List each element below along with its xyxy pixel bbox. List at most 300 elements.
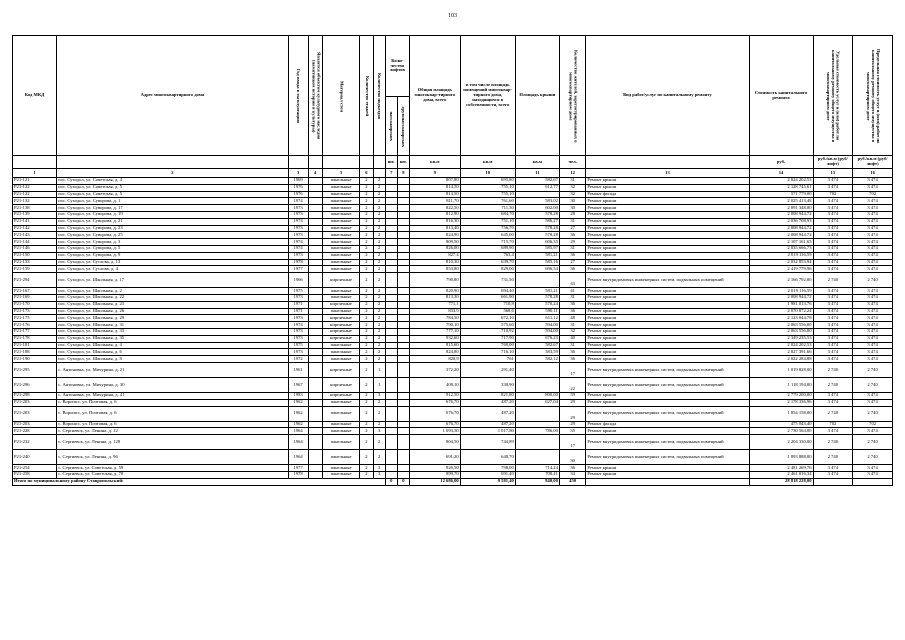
cell-area-living: 695,80 — [460, 178, 515, 185]
cell-year: 1964 — [288, 435, 308, 450]
cell-max-cost: 3 474 — [853, 232, 893, 239]
cell-year: 1971 — [288, 301, 308, 308]
cell-floors: 2 — [360, 288, 373, 295]
cell-address: пос. Суходол, ул. Советская, д. 4 — [57, 178, 289, 185]
table-row — [13, 239, 893, 246]
cell-lifts-cargo — [397, 198, 409, 205]
cell-entrances: 2 — [373, 335, 385, 342]
cell-address: с. Сергиевск, ул. Советская, д. 70 — [57, 471, 289, 478]
cell-cost: 1 981 013,76 — [749, 301, 813, 308]
cell-code: Р21-240 — [13, 450, 57, 465]
cell-area-roof: 708,41 — [515, 471, 559, 478]
unit-max-cost: руб./кв.м (руб/лифт) — [853, 156, 893, 169]
cell-cost: 475 043,40 — [749, 421, 813, 428]
cell-max-cost: 3 474 — [853, 245, 893, 252]
table-row — [13, 184, 893, 191]
cell-wall-material: панельные — [322, 225, 359, 232]
cell-work-type: Ремонт внутридомовых инженерных систем, подвальных помещений — [586, 406, 749, 421]
cell-area-total: 676,70 — [409, 406, 460, 421]
total-label: Итого по муниципальному району Ставропольский: — [13, 478, 386, 485]
cell-area-total: 853,80 — [409, 266, 460, 273]
column-number: 6 — [360, 169, 373, 178]
cell-cost: 571 779,00 — [749, 191, 813, 198]
cell-work-type: Ремонт крыши — [586, 356, 749, 363]
cell-area-total: 826,00 — [409, 245, 460, 252]
cell-residents: 30 — [559, 205, 585, 212]
cell-area-living: 291,40 — [460, 362, 515, 377]
cell-address: пос. Суходол, ул. Суворова, д. 9 — [57, 252, 289, 259]
cell-lifts-passenger — [385, 273, 397, 288]
cell-max-cost: 3 474 — [853, 399, 893, 406]
cell-wall-material: панельные — [322, 349, 359, 356]
cell-unit-cost: 3 474 — [813, 239, 853, 246]
cell-heritage — [308, 198, 322, 205]
column-number: 16 — [853, 169, 893, 178]
cell-cost: 2 035 666,73 — [749, 245, 813, 252]
cell-lifts-cargo — [397, 273, 409, 288]
cell-lifts-cargo — [397, 225, 409, 232]
cell-heritage — [308, 259, 322, 266]
cell-heritage — [308, 184, 322, 191]
cell-lifts-passenger — [385, 392, 397, 399]
cell-entrances: 2 — [373, 184, 385, 191]
header-lifts-passenger: пассажирских — [389, 111, 395, 141]
cell-heritage — [308, 288, 322, 295]
column-number: 9 — [409, 169, 460, 178]
cell-code: Р21-138 — [13, 205, 57, 212]
cell-area-living: 755,10 — [460, 184, 515, 191]
page-number: 103 — [448, 13, 457, 19]
cell-max-cost: 3 474 — [853, 225, 893, 232]
column-number: 4 — [308, 169, 322, 178]
cell-area-living: 710,92 — [460, 328, 515, 335]
cell-residents: 32 — [559, 184, 585, 191]
cell-wall-material: панельные — [322, 406, 359, 421]
cell-area-roof: 581,21 — [515, 252, 559, 259]
header-wall-material: Материал стен — [339, 79, 345, 112]
cell-area-total: 912,50 — [409, 392, 460, 399]
cell-unit-cost: 3 474 — [813, 211, 853, 218]
cell-address: пос. Суходол, ул. Школьная, д. 33 — [57, 328, 289, 335]
cell-lifts-cargo — [397, 288, 409, 295]
cell-code: Р21-150 — [13, 252, 57, 259]
cell-code: Р21-167 — [13, 288, 57, 295]
cell-unit-cost: 3 474 — [813, 399, 853, 406]
cell-floors: 2 — [360, 377, 373, 392]
table-header — [13, 36, 893, 178]
cell-lifts-passenger — [385, 322, 397, 329]
cell-max-cost: 3 474 — [853, 211, 893, 218]
cell-area-living: 691,40 — [460, 471, 515, 478]
cell-heritage — [308, 218, 322, 225]
cell-year: 1973 — [288, 328, 308, 335]
cell-lifts-cargo — [397, 315, 409, 322]
cell-code: Р21-132 — [13, 198, 57, 205]
cell-year: 1983 — [288, 392, 308, 399]
cell-work-type: Ремонт крыши — [586, 471, 749, 478]
cell-area-roof: 581,21 — [515, 288, 559, 295]
cell-wall-material: панельные — [322, 191, 359, 198]
cell-wall-material: панельные — [322, 465, 359, 472]
cell-residents: 35 — [559, 428, 585, 435]
cell-heritage — [308, 225, 322, 232]
cell-floors: 2 — [360, 245, 373, 252]
cell-unit-cost: 2 740 — [813, 362, 853, 377]
cell-address: пос. Суходол, ул. Суворова, д. 17 — [57, 205, 289, 212]
header-lifts: Коли-чество лифтов — [385, 36, 409, 97]
cell-unit-cost: 3 474 — [813, 288, 853, 295]
cell-lifts-cargo — [397, 266, 409, 273]
table-row — [13, 349, 893, 356]
cell-heritage — [308, 252, 322, 259]
column-number: 14 — [749, 169, 813, 178]
cell-area-total: 790,10 — [409, 322, 460, 329]
cell-floors: 2 — [360, 322, 373, 329]
header-area-living: в том числе площадь помещений многоквар-тирного дома, находящихся в собственности, всего — [460, 36, 515, 156]
cell-residents: 36 — [559, 266, 585, 273]
cell-area-living: 487,20 — [460, 421, 515, 428]
cell-cost: 2 481 269,76 — [749, 465, 813, 472]
cell-max-cost: 2 740 — [853, 435, 893, 450]
cell-lifts-passenger — [385, 232, 397, 239]
cell-lifts-passenger — [385, 471, 397, 478]
cell-wall-material: панельные — [322, 308, 359, 315]
cell-residents: 30 — [559, 198, 585, 205]
cell-unit-cost: 2 740 — [813, 435, 853, 450]
unit-lifts-passenger: шт. — [385, 156, 397, 169]
cell-cost: 2 019 116,59 — [749, 252, 813, 259]
cell-work-type: Ремонт крыши — [586, 218, 749, 225]
cell-year: 1964 — [288, 450, 308, 465]
cell-max-cost: 702 — [853, 191, 893, 198]
cell-lifts-passenger — [385, 362, 397, 377]
cell-unit-cost: 2 740 — [813, 377, 853, 392]
cell-area-roof — [515, 435, 559, 450]
cell-max-cost: 3 474 — [853, 308, 893, 315]
cell-cost: 1 854 158,00 — [749, 406, 813, 421]
table-row — [13, 328, 893, 335]
cell-address: пос. Суходол, ул. Школьная, д. 35 — [57, 335, 289, 342]
cell-heritage — [308, 211, 322, 218]
table-row — [13, 288, 893, 295]
cell-unit-cost: 3 474 — [813, 178, 853, 185]
cell-work-type: Ремонт крыши — [586, 232, 749, 239]
cell-heritage — [308, 205, 322, 212]
cell-address: пос. Суходол, ул. Суворова, д. 19 — [57, 211, 289, 218]
cell-max-cost: 3 474 — [853, 294, 893, 301]
cell-residents: 36 — [559, 252, 585, 259]
cell-lifts-cargo — [397, 465, 409, 472]
cell-max-cost: 3 474 — [853, 328, 893, 335]
cell-address: пос. Суходол, ул. Школьная, д. 23 — [57, 301, 289, 308]
cell-work-type: Ремонт внутридомовых инженерных систем, подвальных помещений — [586, 273, 749, 288]
cell-lifts-passenger — [385, 259, 397, 266]
cell-area-living: 756,70 — [460, 225, 515, 232]
cell-max-cost: 3 474 — [853, 335, 893, 342]
cell-area-roof: 594,00 — [515, 328, 559, 335]
cell-entrances: 2 — [373, 342, 385, 349]
cell-heritage — [308, 421, 322, 428]
cell-cost: 2 204 330,00 — [749, 435, 813, 450]
cell-max-cost: 3 474 — [853, 239, 893, 246]
cell-lifts-cargo — [397, 356, 409, 363]
cell-max-cost: 3 474 — [853, 259, 893, 266]
table-row — [13, 421, 893, 428]
cell-area-roof: 606,35 — [515, 239, 559, 246]
unit-area-living: кв.м — [460, 156, 515, 169]
cell-area-total: 408,10 — [409, 377, 460, 392]
cell-unit-cost: 3 474 — [813, 218, 853, 225]
cell-wall-material: панельные — [322, 259, 359, 266]
cell-area-total: 790,80 — [409, 273, 460, 288]
cell-year: 1962 — [288, 406, 308, 421]
cell-address: с. Антоновка, ул. Мичурина, д. 30 — [57, 377, 289, 392]
cell-address: пос. Суходол, ул. Школьная, д. 17 — [57, 273, 289, 288]
cell-address: с. Сергиевск, ул. Ленина, д. 128 — [57, 435, 289, 450]
table-row — [13, 273, 893, 288]
cell-wall-material: кирпичные — [322, 328, 359, 335]
cell-area-total: 810,30 — [409, 259, 460, 266]
cell-unit-cost: 3 474 — [813, 205, 853, 212]
cell-floors: 2 — [360, 301, 373, 308]
cell-code: Р21-296 — [13, 377, 57, 392]
cell-residents: 43 — [559, 273, 585, 288]
cell-lifts-passenger — [385, 308, 397, 315]
column-number: 2 — [57, 169, 289, 178]
cell-work-type: Ремонт крыши — [586, 399, 749, 406]
cell-year: 1973 — [288, 205, 308, 212]
cell-work-type: Ремонт крыши — [586, 335, 749, 342]
column-number: 10 — [460, 169, 515, 178]
cell-lifts-cargo — [397, 211, 409, 218]
cell-floors: 2 — [360, 342, 373, 349]
column-number: 15 — [813, 169, 853, 178]
cell-year: 1975 — [288, 342, 308, 349]
cell-max-cost: 3 474 — [853, 198, 893, 205]
cell-residents: 31 — [559, 322, 585, 329]
cell-wall-material: кирпичные — [322, 322, 359, 329]
cell-code: Р21-143 — [13, 232, 57, 239]
cell-cost: 2 091 348,00 — [749, 205, 813, 212]
table-row — [13, 377, 893, 392]
cell-residents: 27 — [559, 259, 585, 266]
cell-lifts-passenger — [385, 435, 397, 450]
cell-area-roof: 602,00 — [515, 205, 559, 212]
table-row — [13, 428, 893, 435]
cell-area-roof: 611,12 — [515, 315, 559, 322]
cell-area-living: 744,89 — [460, 435, 515, 450]
header-floors: Количество этажей — [364, 75, 370, 116]
cell-wall-material: панельные — [322, 205, 359, 212]
cell-lifts-passenger — [385, 294, 397, 301]
cell-entrances: 2 — [373, 218, 385, 225]
cell-entrances: 2 — [373, 315, 385, 322]
table-row — [13, 356, 893, 363]
cell-residents: 59 — [559, 392, 585, 399]
cell-work-type: Ремонт крыши — [586, 198, 749, 205]
cell-unit-cost: 2 740 — [813, 273, 853, 288]
cell-entrances: 2 — [373, 421, 385, 428]
cell-area-total: 820,9 — [409, 356, 460, 363]
total-cost: 28 818 228,00 — [749, 478, 813, 485]
cell-wall-material: панельные — [322, 218, 359, 225]
cell-lifts-cargo — [397, 191, 409, 198]
cell-cost: 2 063 556,00 — [749, 322, 813, 329]
column-number: 8 — [397, 169, 409, 178]
cell-floors: 2 — [360, 252, 373, 259]
cell-area-roof: 583,02 — [515, 198, 559, 205]
cell-year: 1974 — [288, 218, 308, 225]
table-row — [13, 191, 893, 198]
cell-wall-material: панельные — [322, 450, 359, 465]
cell-cost: 2 419 779,96 — [749, 266, 813, 273]
cell-heritage — [308, 191, 322, 198]
cell-area-living: 716,10 — [460, 349, 515, 356]
cell-floors: 2 — [360, 362, 373, 377]
cell-floors: 2 — [360, 349, 373, 356]
unit-residents: чел. — [559, 156, 585, 169]
cell-work-type: Ремонт крыши — [586, 225, 749, 232]
cell-area-living: 689,90 — [460, 245, 515, 252]
cell-area-living: 761 — [460, 356, 515, 363]
table-row — [13, 211, 893, 218]
total-area: 12 686,00 — [409, 478, 460, 485]
cell-area-living: 639,70 — [460, 259, 515, 266]
cell-floors: 2 — [360, 465, 373, 472]
cell-work-type: Ремонт крыши — [586, 342, 749, 349]
table-row — [13, 471, 893, 478]
column-number: 5 — [322, 169, 359, 178]
cell-area-total: 771,1 — [409, 301, 460, 308]
cell-wall-material: кирпичные — [322, 315, 359, 322]
cell-area-total: 824,80 — [409, 349, 460, 356]
cell-year: 1973 — [288, 232, 308, 239]
cell-area-living: 694,40 — [460, 288, 515, 295]
cell-area-total: 813,30 — [409, 294, 460, 301]
cell-address: пос. Суходол, ул. Суворова, д. 1 — [57, 198, 289, 205]
cell-address: пос. Суходол, ул. Школьная, д. 6 — [57, 349, 289, 356]
cell-address: с. Сергиевск, ул. Ленина, д. 12 — [57, 428, 289, 435]
cell-max-cost: 3 474 — [853, 322, 893, 329]
cell-wall-material: кирпичные — [322, 392, 359, 399]
unit-unit-cost: руб./кв.м (руб/лифт) — [813, 156, 853, 169]
cell-lifts-cargo — [397, 308, 409, 315]
capital-repair-register-table — [12, 35, 893, 486]
cell-address: пос. Суходол, ул. Суворова, д. 25 — [57, 232, 289, 239]
cell-entrances: 2 — [373, 308, 385, 315]
cell-area-living: 568,6 — [460, 308, 515, 315]
cell-cost: 2 461 016,34 — [749, 471, 813, 478]
cell-residents: 36 — [559, 308, 585, 315]
cell-wall-material: панельные — [322, 252, 359, 259]
cell-heritage — [308, 335, 322, 342]
total-pass: 0 — [385, 478, 397, 485]
cell-residents: 34 — [559, 471, 585, 478]
unit-area-roof: кв.м — [515, 156, 559, 169]
cell-residents: 29 — [559, 421, 585, 428]
cell-floors: 2 — [360, 428, 373, 435]
cell-cost: 1 893 888,00 — [749, 450, 813, 465]
cell-year: 1964 — [288, 428, 308, 435]
table-row — [13, 198, 893, 205]
cell-area-total: 676,70 — [409, 421, 460, 428]
cell-floors: 2 — [360, 232, 373, 239]
column-number: 12 — [559, 169, 585, 178]
cell-unit-cost: 702 — [813, 191, 853, 198]
cell-work-type: Ремонт крыши — [586, 294, 749, 301]
cell-area-total: 814,50 — [409, 191, 460, 198]
cell-heritage — [308, 428, 322, 435]
cell-cost: 2 008 944,72 — [749, 294, 813, 301]
cell-floors: 2 — [360, 259, 373, 266]
cell-address: пос. Суходол, ул. Суворова, д. 3 — [57, 239, 289, 246]
cell-area-roof — [515, 421, 559, 428]
cell-entrances: 2 — [373, 435, 385, 450]
cell-floors: 2 — [360, 178, 373, 185]
cell-code: Р21-178 — [13, 335, 57, 342]
cell-address: пос. Суходол, ул. Школьная, д. 22 — [57, 294, 289, 301]
cell-cost: 1 019 828,00 — [749, 362, 813, 377]
cell-area-total: 820,90 — [409, 288, 460, 295]
cell-year: 1977 — [288, 266, 308, 273]
cell-area-roof — [515, 450, 559, 465]
cell-area-roof — [515, 406, 559, 421]
cell-address: с. Ворошсс, ул. Почтовая, д. 6 — [57, 399, 289, 406]
cell-lifts-passenger — [385, 377, 397, 392]
cell-area-living: 755,10 — [460, 191, 515, 198]
cell-residents: 36 — [559, 301, 585, 308]
header-heritage: Является объектом культурного наследия (памятником истории и культуры) — [311, 51, 321, 140]
cell-work-type: Ремонт фасада — [586, 191, 749, 198]
cell-area-total: 813,40 — [409, 225, 460, 232]
cell-floors: 2 — [360, 471, 373, 478]
cell-area-living: 731,50 — [460, 273, 515, 288]
cell-heritage — [308, 178, 322, 185]
cell-entrances: 3 — [373, 471, 385, 478]
cell-cost: 2 128 745,61 — [749, 184, 813, 191]
cell-heritage — [308, 294, 322, 301]
cell-lifts-passenger — [385, 225, 397, 232]
cell-lifts-passenger — [385, 421, 397, 428]
cell-max-cost: 2 740 — [853, 273, 893, 288]
cell-unit-cost: 3 474 — [813, 225, 853, 232]
cell-heritage — [308, 406, 322, 421]
cell-heritage — [308, 399, 322, 406]
cell-lifts-passenger — [385, 406, 397, 421]
cell-year: 1973 — [288, 349, 308, 356]
cell-work-type: Ремонт крыши — [586, 184, 749, 191]
cell-floors: 2 — [360, 198, 373, 205]
cell-year: 1974 — [288, 198, 308, 205]
cell-area-roof: 582,67 — [515, 178, 559, 185]
table-row — [13, 362, 893, 377]
header-area-total: Общая площадь многоквар-тирного дома, всего — [409, 36, 460, 156]
cell-cost: 1 118 194,00 — [749, 377, 813, 392]
cell-code: Р21-175 — [13, 315, 57, 322]
cell-code: Р21-254 — [13, 465, 57, 472]
cell-work-type: Ремонт крыши — [586, 239, 749, 246]
cell-lifts-cargo — [397, 232, 409, 239]
table-row — [13, 342, 893, 349]
cell-area-total: 816,30 — [409, 218, 460, 225]
cell-work-type: Ремонт крыши — [586, 259, 749, 266]
cell-area-total: 812,90 — [409, 211, 460, 218]
table-row — [13, 252, 893, 259]
cell-work-type: Ремонт внутридомовых инженерных систем, подвальных помещений — [586, 435, 749, 450]
cell-entrances: 2 — [373, 294, 385, 301]
cell-area-living: 1 017,80 — [460, 428, 515, 435]
header-cost: Стоимость капитального ремонта — [749, 36, 813, 156]
